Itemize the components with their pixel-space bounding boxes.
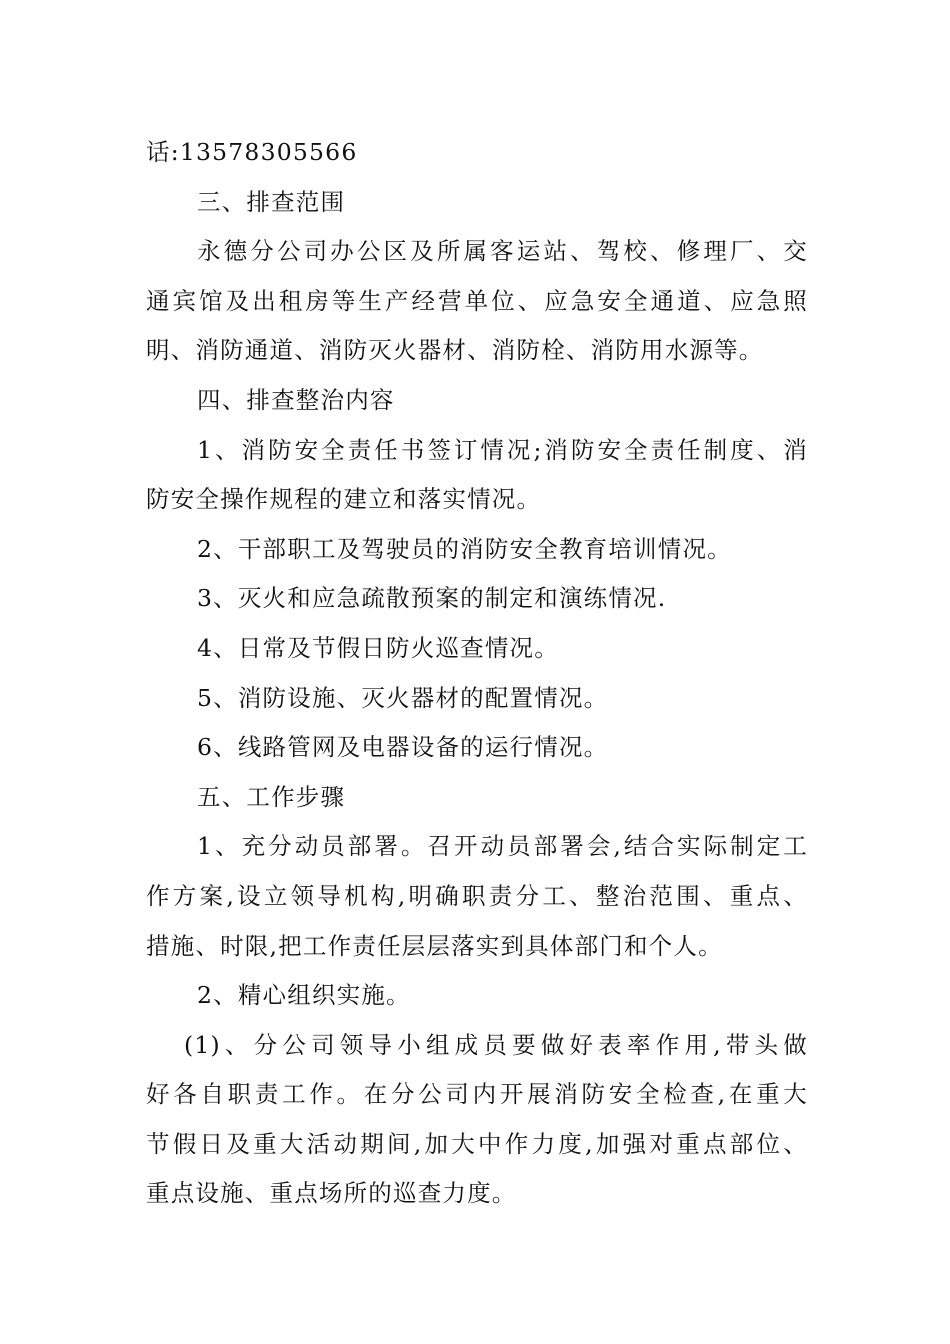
section-heading-content: 四、排查整治内容	[197, 385, 395, 414]
step-2-sub-1-line-4: 重点设施、重点场所的巡查力度。	[146, 1179, 517, 1208]
scope-paragraph-line-2: 通宾馆及出租房等生产经营单位、应急安全通道、应急照	[146, 286, 808, 315]
content-item-5: 5、消防设施、灭火器材的配置情况。	[197, 683, 609, 712]
step-2-heading: 2、精心组织实施。	[197, 981, 411, 1010]
section-heading-scope: 三、排查范围	[197, 187, 346, 216]
content-item-1-line-2: 防安全操作规程的建立和落实情况。	[146, 485, 542, 514]
phone-line: 话:13578305566	[146, 138, 358, 166]
scope-paragraph-line-3: 明、消防通道、消防灭火器材、消防栓、消防用水源等。	[146, 336, 764, 365]
step-2-sub-1-line-3: 节假日及重大活动期间,加大中作力度,加强对重点部位、	[146, 1129, 808, 1158]
step-1-line-1: 1、充分动员部署。召开动员部署会,结合实际制定工	[197, 832, 808, 861]
content-item-6: 6、线路管网及电器设备的运行情况。	[197, 733, 609, 762]
scope-paragraph-line-1: 永德分公司办公区及所属客运站、驾校、修理厂、交	[197, 237, 808, 266]
step-2-sub-1-line-2: 好各自职责工作。在分公司内开展消防安全检查,在重大	[146, 1080, 808, 1109]
content-item-3: 3、灭火和应急疏散预案的制定和演练情况.	[197, 584, 667, 613]
content-item-4: 4、日常及节假日防火巡查情况。	[197, 633, 559, 662]
step-1-line-3: 措施、时限,把工作责任层层落实到具体部门和个人。	[146, 931, 723, 960]
step-1-line-2: 作方案,设立领导机构,明确职责分工、整治范围、重点、	[146, 881, 808, 910]
content-item-2: 2、干部职工及驾驶员的消防安全教育培训情况。	[197, 534, 732, 563]
step-2-sub-1-line-1: (1)、分公司领导小组成员要做好表率作用,带头做	[184, 1030, 808, 1059]
section-heading-steps: 五、工作步骤	[197, 782, 346, 811]
content-item-1-line-1: 1、消防安全责任书签订情况;消防安全责任制度、消	[197, 435, 808, 464]
document-body	[146, 128, 808, 1219]
